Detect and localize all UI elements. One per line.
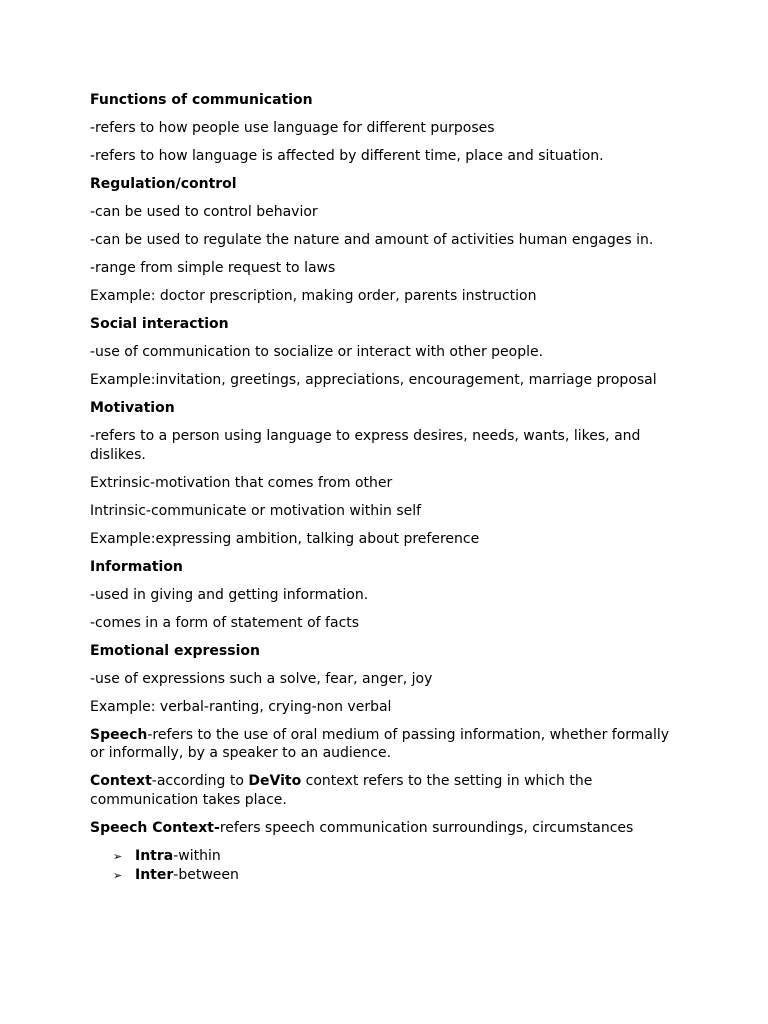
paragraph: -can be used to control behavior [90,204,318,220]
list-item [113,866,678,885]
paragraph: -refers to how people use language for different purposes [90,120,495,136]
paragraph: -range from simple request to laws [90,260,336,276]
heading-motivation: Motivation [90,400,175,416]
heading-functions: Functions of communication [90,92,313,108]
paragraph: -use of expressions such a solve, fear, anger, joy [90,670,433,687]
definition-text: -according to [151,773,249,789]
heading-social-interaction: Social interaction [90,316,229,332]
bullet-list [90,847,678,885]
paragraph: Example: verbal-ranting, crying-non verbal [90,698,392,715]
paragraph: -refers to how language is affected by different time, place and situation. [90,148,604,164]
term-speech: Speech [90,726,148,743]
speech-context-definition [90,819,678,838]
paragraph: Example:expressing ambition, talking about preference [90,530,480,547]
term-context: Context [90,773,152,789]
paragraph: -comes in a form of statement of facts [90,614,360,631]
term-intra: Intra [135,847,174,864]
paragraph: -used in giving and getting information. [90,586,369,603]
list-item [113,847,678,866]
definition-text: -refers to the use of oral medium of passing information, whether formally or informally, by a speaker to an audience. [90,726,670,761]
paragraph: -can be used to regulate the nature and amount of activities human engages in. [90,232,654,248]
list-item-text: -within [173,847,221,864]
list-item-text: -between [173,866,239,883]
paragraph: Extrinsic-motivation that comes from other [90,474,393,491]
arrow-bullet-icon: ➢ [113,868,123,882]
context-definition [90,772,678,809]
definition-text: context refers to the setting in which the communication takes place. [90,773,593,808]
term-devito: DeVito [248,773,302,789]
heading-regulation: Regulation/control [90,176,237,192]
heading-information: Information [90,558,183,575]
term-speech-context: Speech Context- [90,819,220,836]
paragraph: -refers to a person using language to express desires, needs, wants, likes, and dislikes. [90,428,641,463]
paragraph: -use of communication to socialize or interact with other people. [90,344,544,360]
heading-emotional-expression: Emotional expression [90,642,260,659]
paragraph: Example: doctor prescription, making order, parents instruction [90,288,537,304]
speech-definition [90,726,678,763]
paragraph: Example:invitation, greetings, appreciations, encouragement, marriage proposal [90,372,657,388]
arrow-bullet-icon: ➢ [113,849,123,863]
paragraph: Intrinsic-communicate or motivation within self [90,502,422,519]
definition-text: refers speech communication surroundings, circumstances [219,819,634,836]
term-inter: Inter [135,866,174,883]
